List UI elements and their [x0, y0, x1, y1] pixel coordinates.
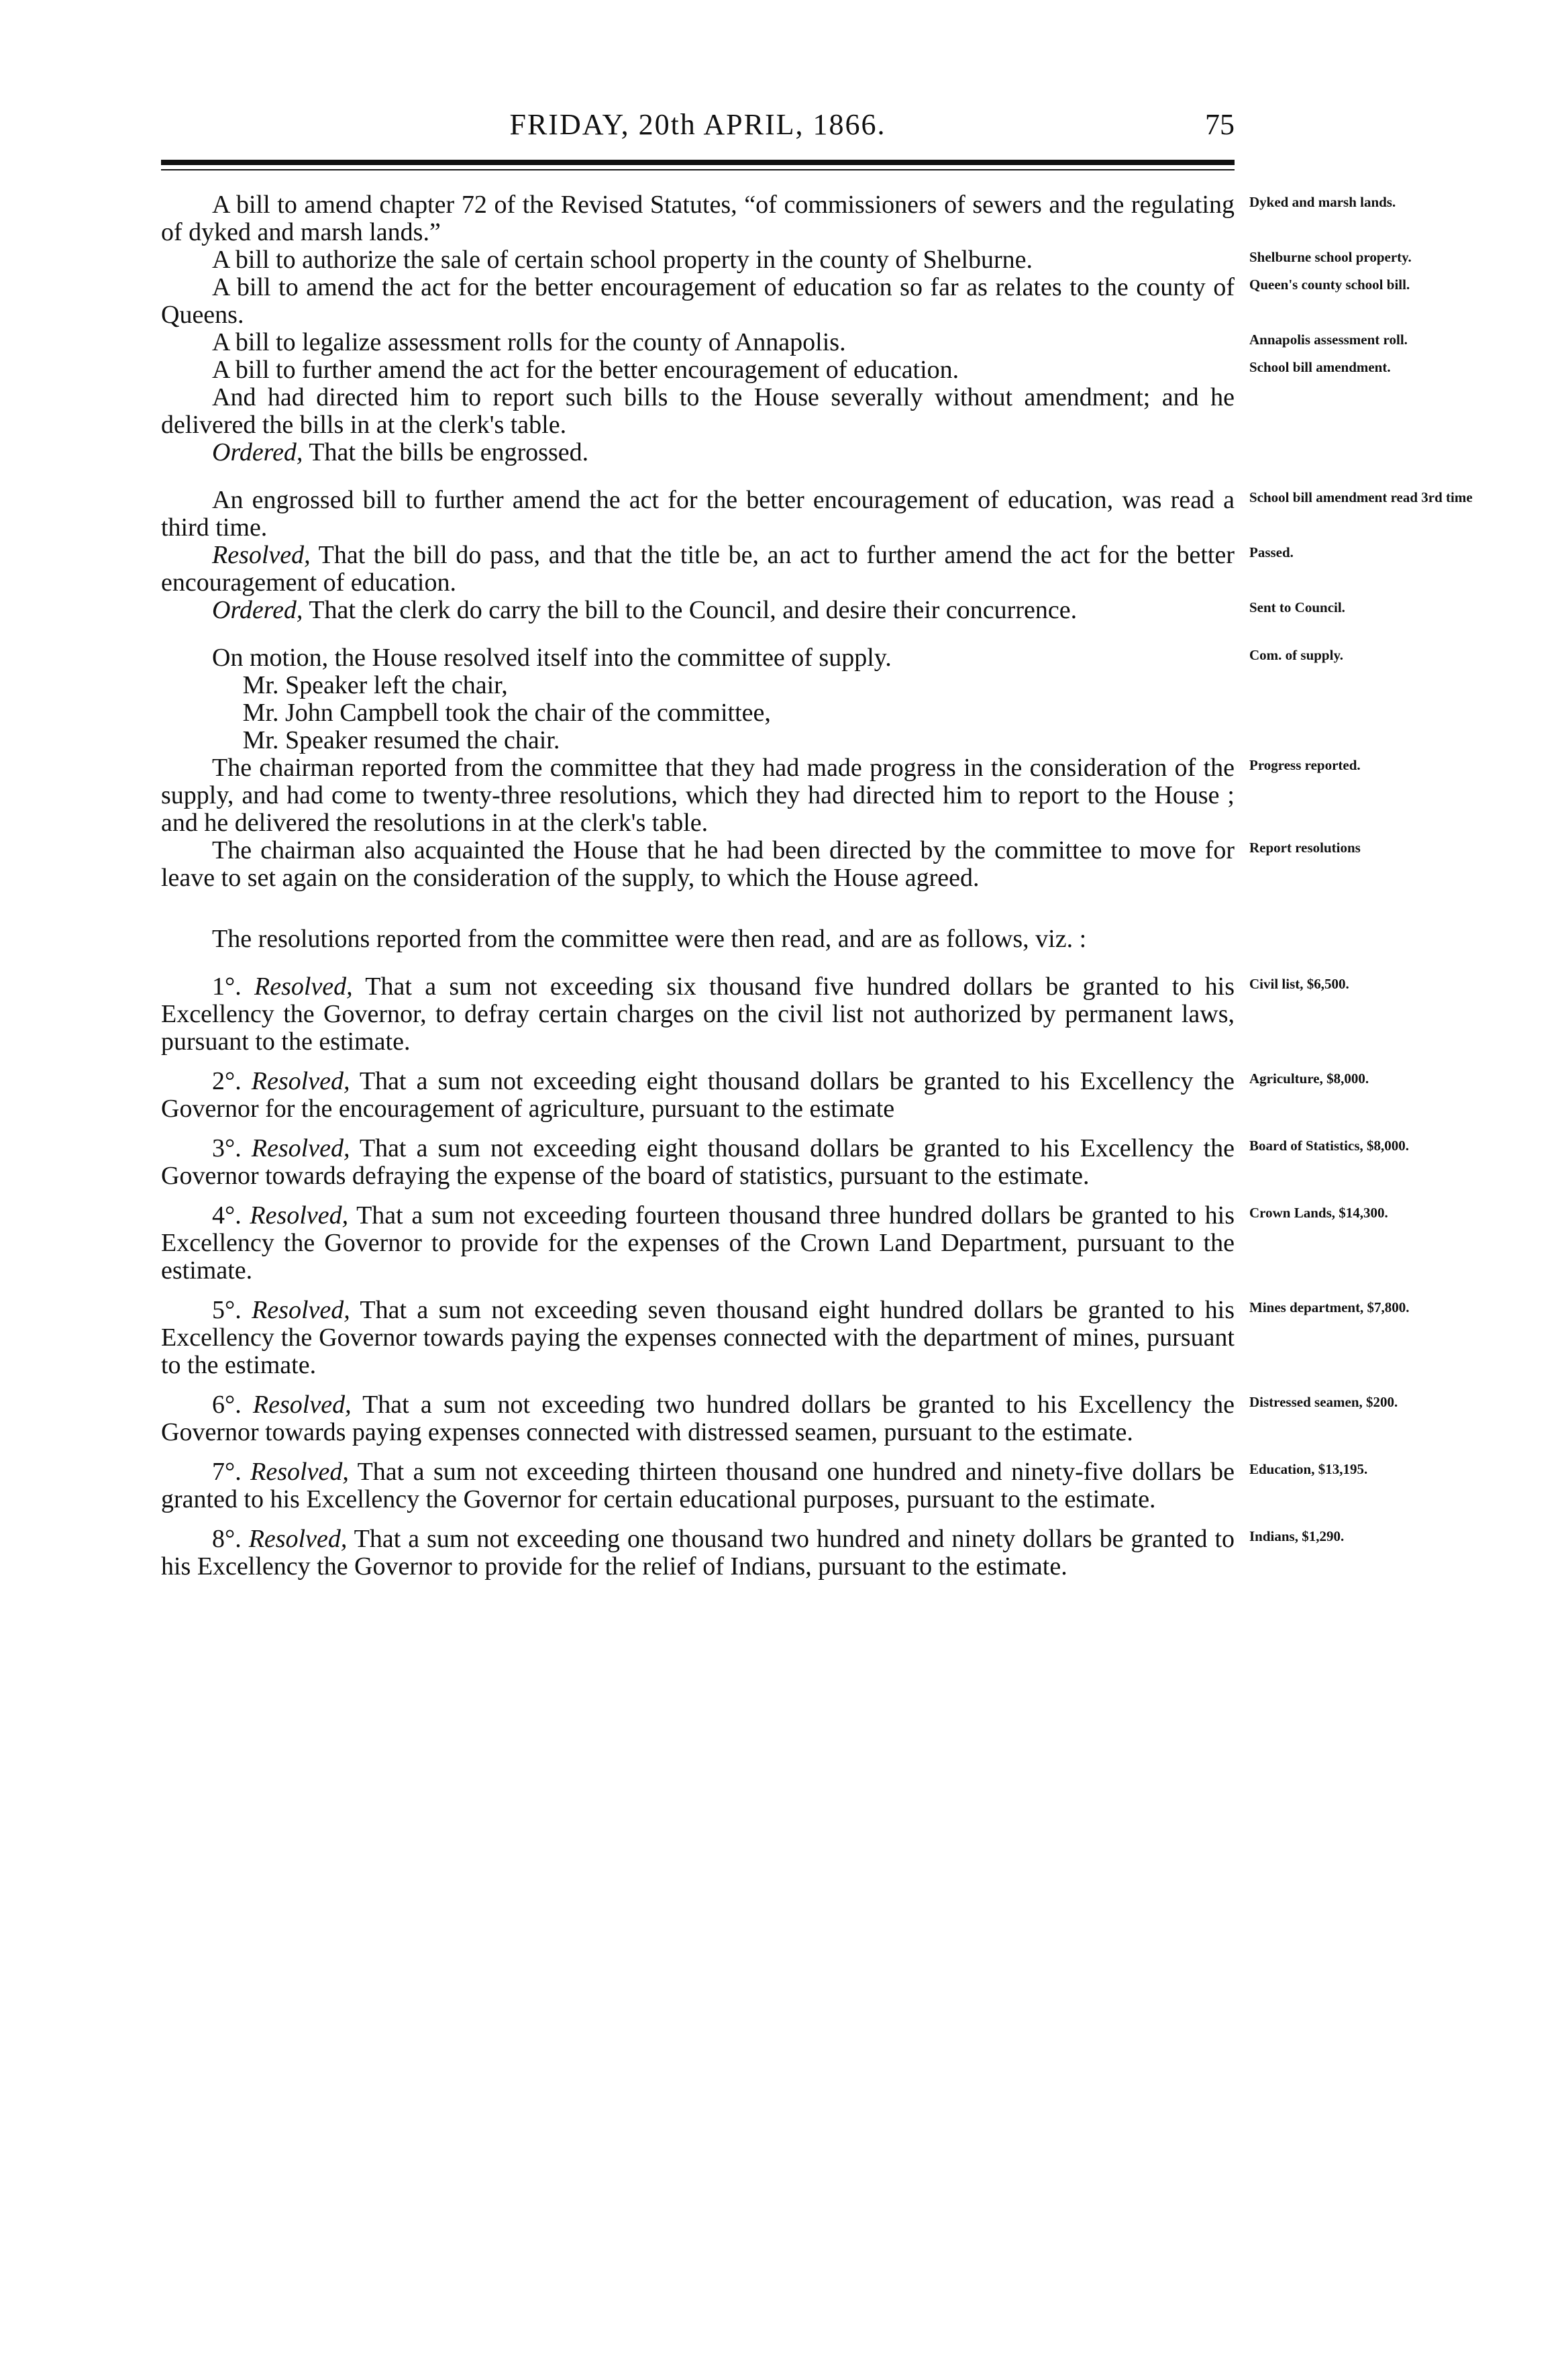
resolution-body: That a sum not exceeding thirteen thousand one hundred and ninety-five dollars be granted to his Excellency the Governor for certain educational purposes, pursuant to the estimate.	[161, 1458, 1235, 1513]
engrossed-resolved	[161, 542, 1235, 597]
supply-step-row	[161, 699, 1510, 727]
resolved-lead: Resolved,	[254, 972, 353, 1001]
bill-text: A bill to authorize the sale of certain school property in the county of Shelburne.	[212, 246, 1033, 274]
resolution-body: That a sum not exceeding fourteen thousand three hundred dollars be granted to his Excellency the Governor to provide for the expenses of the Crown Land Department, pursuant to the estimate.	[161, 1201, 1235, 1285]
supply-step-row	[161, 672, 1510, 699]
resolved-lead: Resolved,	[250, 1201, 349, 1230]
resolution-item	[161, 1458, 1510, 1513]
bill-item	[161, 191, 1510, 246]
resolution-text	[161, 1135, 1235, 1190]
engrossed-text: An engrossed bill to further amend the act for the better encouragement of education, was read a third time.	[161, 486, 1235, 542]
resolution-item	[161, 1391, 1510, 1446]
supply-leave: The chairman also acquainted the House that he had been directed by the committee to move for leave to set again on the consideration of the supply, to which the House agreed.	[161, 836, 1235, 892]
margin-note: Sent to Council.	[1249, 599, 1345, 615]
supply-report: The chairman reported from the committee that they had made progress in the consideration of the supply, and had come to twenty-three resolutions, which they had directed him to report to the House ; and he delivered the resolutions in at the clerk's table.	[161, 754, 1235, 837]
resolution-text	[161, 1525, 1235, 1581]
bill-text: A bill to amend chapter 72 of the Revised Statutes, “of commissioners of sewers and the regulating of dyked and marsh lands.”	[161, 191, 1235, 246]
resolution-body: That a sum not exceeding eight thousand dollars be granted to his Excellency the Governor for the encouragement of agriculture, pursuant to the estimate	[161, 1067, 1235, 1123]
resolved-lead: Resolved,	[252, 1296, 350, 1324]
supply-motion: On motion, the House resolved itself into the committee of supply.	[212, 644, 892, 672]
resolution-number: 3°.	[212, 1134, 242, 1162]
ordered-lead: Ordered,	[212, 438, 303, 466]
ordered-lead: Ordered,	[212, 596, 303, 624]
header-rule-thin	[161, 169, 1235, 170]
supply-report-row	[161, 754, 1510, 837]
supply-motion-row	[161, 644, 1510, 672]
resolution-item	[161, 1297, 1510, 1379]
engrossed-ordered-row	[161, 597, 1510, 624]
resolved-lead: Resolved,	[251, 1134, 350, 1162]
bill-item	[161, 246, 1510, 274]
resolved-lead: Resolved,	[248, 1525, 348, 1553]
running-head: FRIDAY, 20th APRIL, 1866.	[509, 108, 886, 141]
resolved-lead: Resolved,	[250, 1458, 349, 1486]
ordered-text: That the bills be engrossed.	[303, 438, 589, 466]
bills-report: And had directed him to report such bills to the House severally without amendment; and he delivered the bills in at the clerk's table.	[161, 383, 1235, 439]
margin-note: Shelburne school property.	[1249, 249, 1412, 265]
resolution-number: 6°.	[212, 1391, 242, 1419]
bill-item	[161, 274, 1510, 329]
supply-step-row	[161, 727, 1510, 754]
engrossed-resolved-row	[161, 542, 1510, 597]
margin-note: Queen's county school bill.	[1249, 277, 1410, 293]
supply-step: Mr. John Campbell took the chair of the committee,	[242, 699, 771, 727]
margin-note: School bill amendment read 3rd time	[1249, 489, 1473, 505]
resolution-item	[161, 1202, 1510, 1285]
resolution-text	[161, 1297, 1235, 1379]
resolved-text: That the bill do pass, and that the title be, an act to further amend the act for the better encouragement of education.	[161, 541, 1235, 597]
engrossed-ordered	[161, 597, 1235, 624]
supply-step: Mr. Speaker resumed the chair.	[242, 726, 560, 754]
supply-intro: The resolutions reported from the committee were then read, and are as follows, viz. :	[212, 925, 1087, 953]
bills-report-row	[161, 384, 1510, 439]
resolution-text	[161, 1458, 1235, 1513]
resolution-text	[161, 1391, 1235, 1446]
engrossed-row	[161, 487, 1510, 542]
margin-note: School bill amendment.	[1249, 359, 1391, 375]
page-header	[161, 107, 1235, 148]
resolution-number: 8°.	[212, 1525, 242, 1553]
ordered-text: That the clerk do carry the bill to the Council, and desire their concurrence.	[303, 596, 1078, 624]
resolution-body: That a sum not exceeding six thousand five hundred dollars be granted to his Excellency the Governor, to defray certain charges on the civil list not authorized by permanent laws, pursuant to the estimate.	[161, 972, 1235, 1056]
margin-note: Mines department, $7,800.	[1249, 1299, 1410, 1315]
bill-text: A bill to amend the act for the better encouragement of education so far as relates to the county of Queens.	[161, 273, 1235, 329]
resolution-body: That a sum not exceeding one thousand two hundred and ninety dollars be granted to his Excellency the Governor to provide for the relief of Indians, pursuant to the estimate.	[161, 1525, 1235, 1581]
margin-note: Board of Statistics, $8,000.	[1249, 1138, 1409, 1154]
bills-ordered	[161, 439, 1235, 466]
resolution-number: 5°.	[212, 1296, 242, 1324]
resolution-item	[161, 1135, 1510, 1190]
resolution-item	[161, 973, 1510, 1056]
supply-step: Mr. Speaker left the chair,	[242, 671, 508, 699]
margin-note: Com. of supply.	[1249, 647, 1344, 663]
resolution-text	[161, 1068, 1235, 1123]
page-number: 75	[1205, 108, 1235, 141]
resolution-body: That a sum not exceeding eight thousand dollars be granted to his Excellency the Governor towards defraying the expense of the board of statistics, pursuant to the estimate.	[161, 1134, 1235, 1190]
resolution-item	[161, 1525, 1510, 1581]
resolution-number: 7°.	[212, 1458, 242, 1486]
margin-note: Indians, $1,290.	[1249, 1528, 1345, 1544]
margin-note: Dyked and marsh lands.	[1249, 194, 1396, 210]
margin-note: Distressed seamen, $200.	[1249, 1394, 1398, 1410]
resolution-text	[161, 973, 1235, 1056]
resolution-number: 2°.	[212, 1067, 242, 1095]
margin-note: Passed.	[1249, 544, 1294, 560]
margin-note: Report resolutions	[1249, 840, 1361, 856]
resolution-body: That a sum not exceeding seven thousand eight hundred dollars be granted to his Excellency the Governor towards paying the expenses connected with the department of mines, pursuant to the estimate.	[161, 1296, 1235, 1379]
bills-ordered-row	[161, 439, 1510, 466]
bill-item	[161, 356, 1510, 384]
resolution-item	[161, 1068, 1510, 1123]
resolved-lead: Resolved,	[252, 1391, 352, 1419]
margin-note: Progress reported.	[1249, 757, 1361, 773]
margin-note: Annapolis assessment roll.	[1249, 332, 1408, 348]
supply-intro-row	[161, 925, 1510, 953]
page-body	[161, 191, 1510, 1581]
resolved-lead: Resolved,	[212, 541, 311, 569]
resolution-text	[161, 1202, 1235, 1285]
margin-note: Civil list, $6,500.	[1249, 976, 1349, 992]
bill-item	[161, 329, 1510, 356]
header-rule-thick	[161, 160, 1235, 165]
resolution-number: 4°.	[212, 1201, 242, 1230]
supply-leave-row	[161, 837, 1510, 892]
bill-text: A bill to legalize assessment rolls for the county of Annapolis.	[212, 328, 846, 356]
margin-note: Crown Lands, $14,300.	[1249, 1205, 1388, 1221]
margin-note: Agriculture, $8,000.	[1249, 1070, 1369, 1087]
bill-text: A bill to further amend the act for the better encouragement of education.	[212, 356, 959, 384]
resolved-lead: Resolved,	[251, 1067, 350, 1095]
margin-note: Education, $13,195.	[1249, 1461, 1368, 1477]
resolution-number: 1°.	[212, 972, 242, 1001]
resolution-body: That a sum not exceeding two hundred dollars be granted to his Excellency the Governor towards paying expenses connected with distressed seamen, pursuant to the estimate.	[161, 1391, 1235, 1446]
